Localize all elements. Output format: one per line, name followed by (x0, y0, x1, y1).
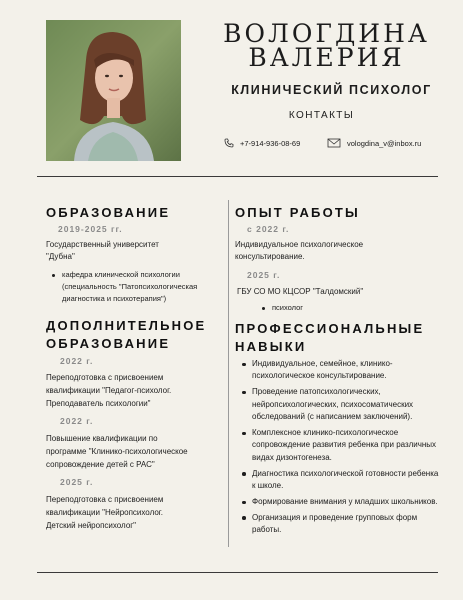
top-divider (37, 176, 438, 177)
profession-title: КЛИНИЧЕСКИЙ ПСИХОЛОГ (231, 83, 432, 97)
bottom-divider (37, 572, 438, 573)
name-first-line: ВОЛОГДИНА (223, 19, 430, 48)
experience-organization: ГБУ СО МО КЦСОР "Талдомский" (237, 287, 364, 296)
column-divider (228, 200, 229, 547)
additional-item-line: Преподаватель психологии" (46, 399, 151, 408)
education-institution-line1: Государственный университет (46, 240, 159, 249)
education-institution-line2: "Дубна" (46, 252, 75, 261)
education-heading: ОБРАЗОВАНИЕ (46, 205, 171, 220)
contacts-heading: КОНТАКТЫ (288, 110, 355, 121)
additional-item-line: сопровождение детей с РАС" (46, 460, 155, 469)
phone-icon (224, 138, 234, 148)
experience-line: Индивидуальное психологическое (235, 240, 364, 249)
education-detail (62, 269, 180, 281)
skills-heading-line1: ПРОФЕССИОНАЛЬНЫЕ (235, 321, 425, 336)
skill-item: Индивидуальное, семейное, клинико-психологическое консультирование. (252, 358, 440, 383)
contact-phone[interactable] (224, 138, 300, 148)
envelope-icon (327, 138, 341, 148)
additional-item-line: квалификации "Педагог-психолог. (46, 386, 172, 395)
experience-year: 2025 г. (247, 270, 281, 280)
additional-education-heading-line1: ДОПОЛНИТЕЛЬНОЕ (46, 318, 207, 333)
additional-item-line: Повышение квалификации по (46, 434, 158, 443)
additional-item-line: Детский нейропсихолог" (46, 521, 137, 530)
experience-position-label: психолог (272, 303, 304, 312)
additional-item-year: 2025 г. (60, 477, 94, 487)
experience-position (272, 302, 303, 314)
profile-photo (46, 20, 181, 161)
education-detail-line3: диагностика и психотерапия") (62, 294, 167, 303)
additional-education-heading-line2: ОБРАЗОВАНИЕ (46, 336, 171, 351)
additional-item-line: квалификации "Нейропсихолог. (46, 508, 163, 517)
education-detail-line2: (специальность "Патопсихологическая (62, 282, 198, 291)
skill-item: Проведение патопсихологических, нейропсихологических, психосоматических обследований (с написанием заключений). (252, 386, 440, 423)
education-years: 2019-2025 гг. (58, 224, 123, 234)
skills-heading-line2: НАВЫКИ (235, 339, 307, 354)
additional-item-line: программе "Клинико-психологическое (46, 447, 188, 456)
additional-item-line: Переподготовка с присвоением (46, 373, 164, 382)
additional-item-line: Переподготовка с присвоением (46, 495, 164, 504)
name-second-line: ВАЛЕРИЯ (248, 43, 405, 72)
skill-item: Комплексное клинико-психологическое сопровождение развития ребенка при различных видах дизонтогенеза. (252, 427, 440, 464)
phone-number[interactable]: +7-914-936-08-69 (240, 138, 301, 148)
additional-item-year: 2022 г. (60, 416, 94, 426)
education-detail-line1: кафедра клинической психологии (62, 270, 180, 279)
experience-line: консультирование. (235, 252, 305, 261)
skills-list (252, 358, 440, 540)
skill-item: Диагностика психологической готовности ребенка к школе. (252, 468, 440, 493)
additional-item-year: 2022 г. (60, 356, 94, 366)
contact-email[interactable] (327, 138, 421, 148)
experience-year: с 2022 г. (247, 224, 290, 234)
email-address[interactable]: vologdina_v@inbox.ru (347, 138, 422, 148)
skill-item: Формирование внимания у младших школьников. (252, 496, 440, 508)
experience-heading: ОПЫТ РАБОТЫ (235, 205, 360, 220)
skill-item: Организация и проведение групповых форм работы. (252, 512, 440, 537)
